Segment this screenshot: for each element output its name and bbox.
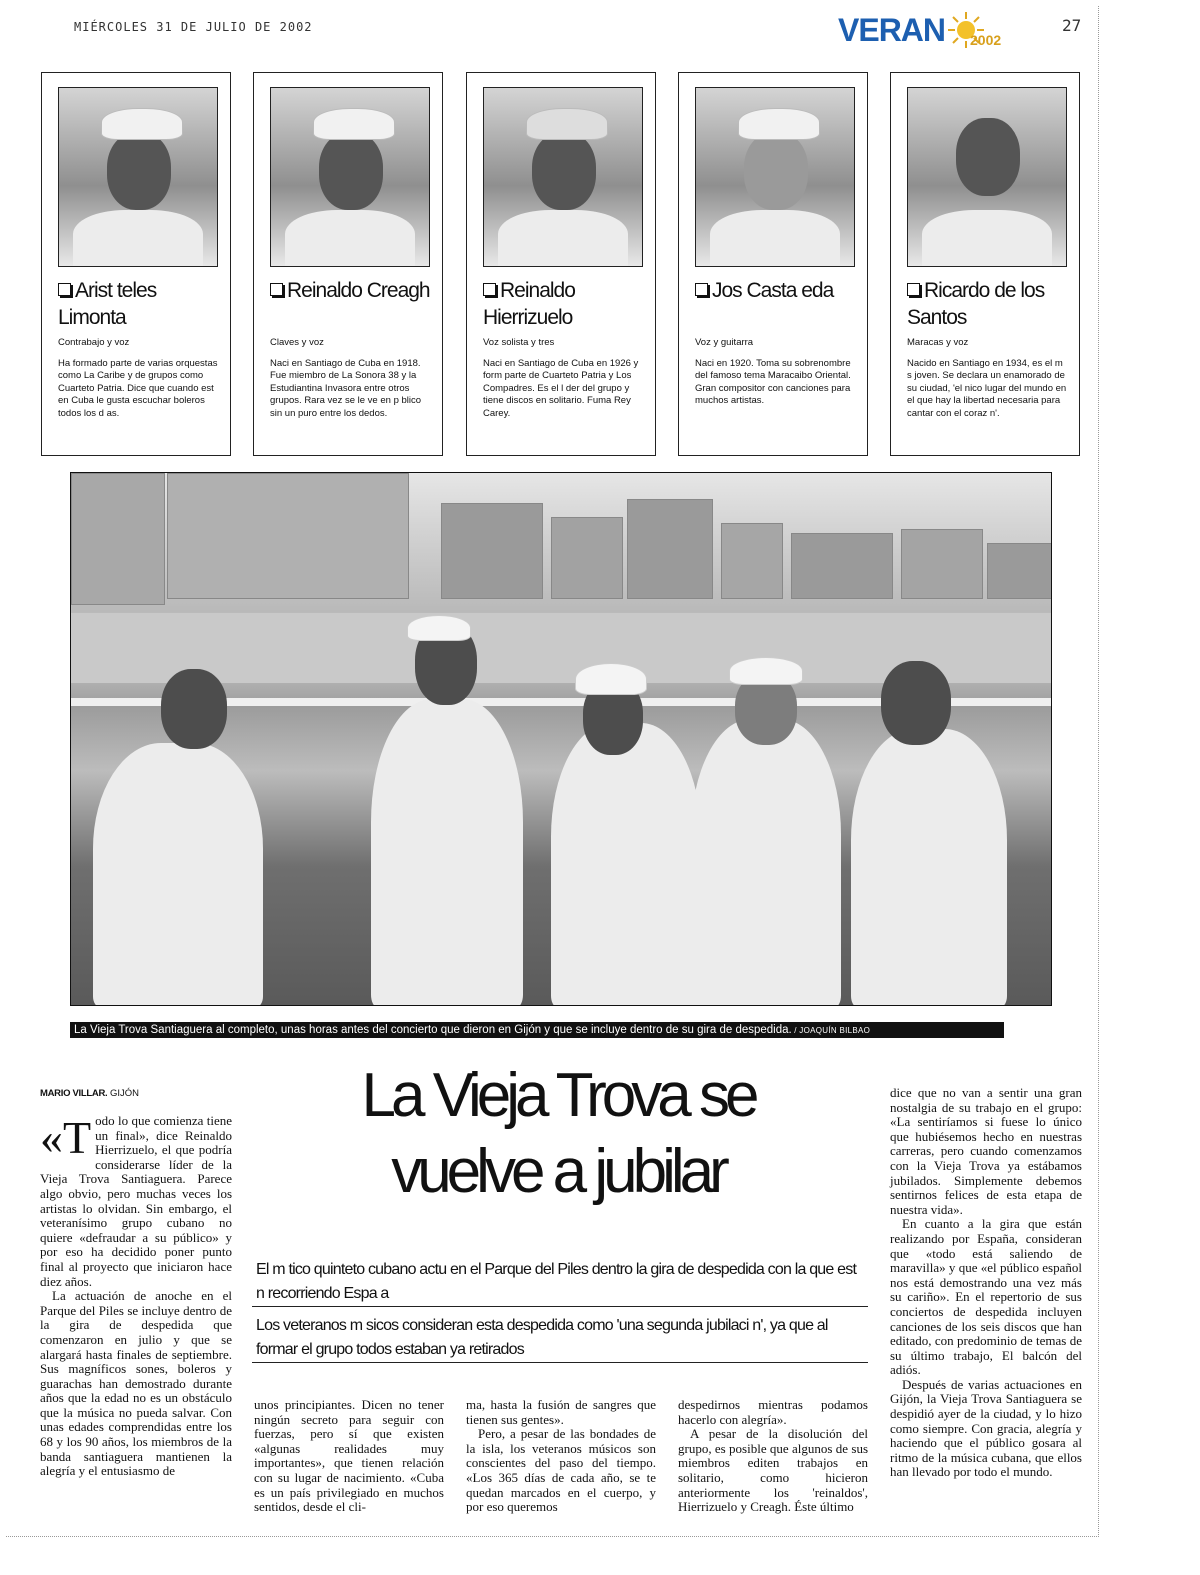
portrait-photo [270, 87, 430, 267]
building-shape [627, 499, 713, 599]
profile-card [253, 72, 443, 456]
checkbox-bullet-icon [907, 283, 920, 296]
musician-figure [551, 723, 701, 1006]
profile-name: Reinaldo Hierrizuelo [483, 279, 575, 329]
musician-cap [575, 663, 647, 695]
building-shape [71, 473, 165, 605]
profile-role: Voz solista y tres [483, 337, 555, 348]
profile-name: Jos Casta eda [695, 277, 863, 304]
building-shape [791, 533, 893, 599]
checkbox-bullet-icon [270, 283, 283, 296]
profile-name: Reinaldo Creagh [270, 277, 438, 304]
photo-caption: La Vieja Trova Santiaguera al completo, unas horas antes del concierto que dieron en Gijón y que se incluye dentro de su gira de despedida. / JOAQUÍN BILBAO [70, 1022, 1004, 1038]
musician-head [881, 661, 951, 745]
article-column-5 [890, 1086, 1082, 1480]
building-shape [721, 523, 783, 599]
profile-card [678, 72, 868, 456]
page-number: 27 [1062, 16, 1082, 35]
group-photo [70, 472, 1052, 1006]
building-shape [167, 473, 409, 599]
article-column-1 [40, 1114, 232, 1479]
musician-cap [729, 657, 803, 685]
profile-bio: Naci en Santiago de Cuba en 1918. Fue miembro de La Sonora 38 y la Estudiantina Invasora entre otros grupos. Rara vez se le ve en p blico sin un puro entre los dedos. [270, 358, 422, 419]
portrait-photo [907, 87, 1067, 267]
article-paragraph: odo lo que comienza tiene un final», dice Reinaldo Hierrizuelo, el que podría considerarse líder de la Vieja Trova Santiaguera. Parece algo obvio, pero muchas veces los artistas lo olvidan. Sin embargo, el veteranísimo grupo cubano no quiere «defraudar a su público» y por eso ha decidido poner punto final al proyecto que iniciaron hace diez años. [40, 1113, 232, 1289]
article-paragraph: Después de varias actuaciones en Gijón, la Vieja Trova Santiaguera se despidió ayer de la ciudad, y lo hizo como siempre. Con gracia, alegría y haciendo que el público gosara al ritmo de la música cubana, que ellos han llevado por todo el mundo. [890, 1376, 1082, 1480]
musician-head [161, 669, 227, 749]
issue-date: MIÉRCOLES 31 DE JULIO DE 2002 [74, 20, 313, 34]
portrait-photo [58, 87, 218, 267]
checkbox-bullet-icon [483, 283, 496, 296]
profile-role: Voz y guitarra [695, 337, 754, 348]
musician-cap [407, 615, 471, 641]
profile-card [890, 72, 1080, 456]
profile-role: Maracas y voz [907, 337, 969, 348]
subheadline-first: El m tico quinteto cubano actu en el Parque del Piles dentro la gira de despedida con la que est n recorriendo Espa a [256, 1261, 857, 1302]
article-column-4 [678, 1398, 868, 1515]
profile-bio: Naci en 1920. Toma su sobrenombre del famoso tema Maracaibo Oriental. Gran compositor con canciones para muchos artistas. [695, 358, 851, 407]
building-shape [987, 543, 1052, 599]
article-paragraph: A pesar de la disolución del grupo, es posible que algunos de sus miembros editen trabajos en solitario, como hicieron anteriormente los 'reinaldos', Hierrizuelo y Creagh. Éste último [678, 1426, 868, 1515]
drop-cap: «T [40, 1112, 92, 1163]
article-column-3 [466, 1398, 656, 1515]
profile-name: Arist teles Limonta [58, 279, 157, 329]
divider-line [252, 1306, 868, 1307]
photo-credit: / JOAQUÍN BILBAO [791, 1026, 871, 1035]
profile-role: Contrabajo y voz [58, 337, 130, 348]
profile-role: Claves y voz [270, 337, 324, 348]
article-paragraph: En cuanto a la gira que están realizando por España, consideran que «todo está saliendo de maravilla» y que «el público español nos está demostrando una vez más su cariño». En el repertorio de sus conciertos de despedida incluyen canciones de los seis discos que han editado, con predominio de temas de su último trabajo, El balcón del adiós. [890, 1216, 1082, 1378]
section-logo-text: VERAN [838, 12, 946, 48]
profile-bio: Naci en Santiago de Cuba en 1926 y form parte de Cuarteto Patria y Los Compadres. Es el l der del grupo y tiene discos en solitario. Fuma Rey Carey. [483, 358, 639, 419]
profile-bio: Nacido en Santiago en 1934, es el m s joven. Se declara un enamorado de su ciudad, 'el nico lugar del mundo en el que hay la libertad necesaria para cantar con el coraz n'. [907, 358, 1067, 419]
section-logo-year: 2002 [970, 32, 1002, 48]
portrait-photo [483, 87, 643, 267]
profile-name: Ricardo de los Santos [907, 279, 1045, 329]
section-logo [838, 8, 1038, 54]
building-shape [441, 503, 543, 599]
musician-figure [691, 719, 841, 1006]
musician-figure [851, 729, 1007, 1006]
article-column-2 [254, 1398, 444, 1515]
article-paragraph: despedirnos mientras podamos hacerlo con alegría». [678, 1397, 868, 1427]
headline [252, 1058, 864, 1210]
divider-line [252, 1362, 868, 1363]
headline-line-1: La Vieja Trova se [361, 1061, 755, 1130]
article-paragraph: La actuación de anoche en el Parque del Piles se incluye dentro de la gira de despedida que comenzaron en julio y que se alargará hasta finales de septiembre. Sus magníficos sones, boleros y guarachas han demostrado durante años que la edad no es un obstáculo que la música no pueda salvar. Con unas edades comprendidas entre los 68 y los 90 años, los miembros de la banda santiaguera mantienen la alegría y el entusiasmo de [40, 1288, 232, 1479]
musician-figure [93, 743, 263, 1006]
portrait-photo [695, 87, 855, 267]
subheadline-second: Los veteranos m sicos consideran esta despedida como 'una segunda jubilaci n', ya que al formar el grupo todos estaban ya retirados [256, 1317, 828, 1358]
checkbox-bullet-icon [58, 283, 71, 296]
checkbox-bullet-icon [695, 283, 708, 296]
article-paragraph: ma, hasta la fusión de sangres que tienen sus gentes». [466, 1397, 656, 1427]
article-paragraph: Pero, a pesar de las bondades de la isla, los veteranos músicos son conscientes del paso del tiempo. «Los 365 días de cada año, se te quedan marcados en el cuerpo, y por eso queremos [466, 1426, 656, 1515]
musician-figure [371, 699, 523, 1006]
building-shape [551, 517, 623, 599]
article-paragraph: dice que no van a sentir una gran nostalgia de su trabajo en el grupo: «La sentiríamos si fuese lo único que hubiésemos hecho en nuestras carreras, pero cuando comenzamos con la Vieja Trova ya estábamos jubilados. Simplemente debemos sentirnos felices de esta etapa de nuestra vida». [890, 1085, 1082, 1217]
article-paragraph: unos principiantes. Dicen no tener ningún secreto para seguir con fuerzas, pero sí que existen «algunas realidades muy importantes», que tienen relación con su lugar de nacimiento. «Cuba es un país privilegiado en muchos sentidos, desde el cli- [254, 1397, 444, 1515]
profile-card [466, 72, 656, 456]
headline-line-2: vuelve a jubilar [391, 1137, 725, 1206]
profile-bio: Ha formado parte de varias orquestas como La Caribe y de grupos como Cuarteto Patria. Dice que cuando est en Cuba le gusta escuchar boleros todos los d as. [58, 358, 218, 419]
building-shape [901, 529, 983, 599]
profile-card [41, 72, 231, 456]
byline: MARIO VILLAR. GIJÓN [40, 1088, 140, 1099]
